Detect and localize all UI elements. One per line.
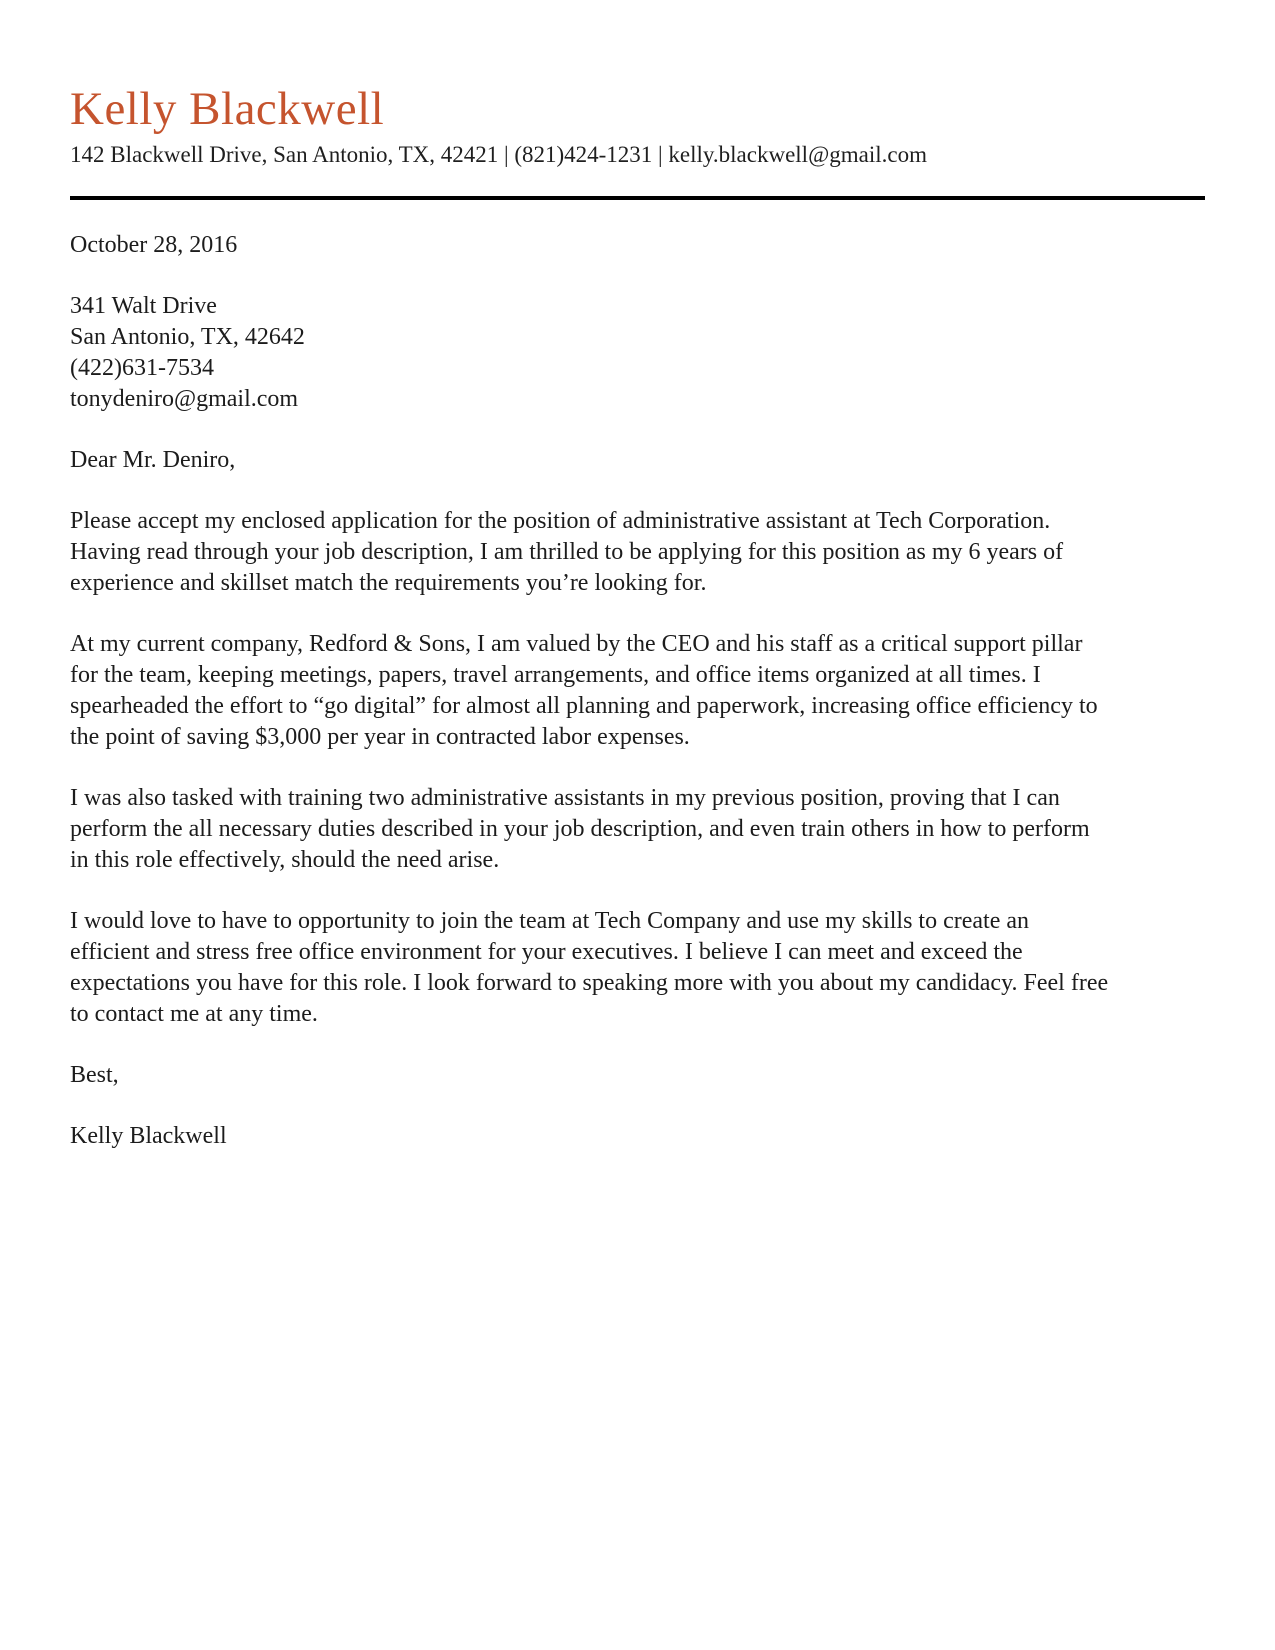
letter-date: October 28, 2016 (70, 231, 238, 258)
salutation: Dear Mr. Deniro, (70, 446, 236, 473)
sender-name: Kelly Blackwell (70, 83, 385, 135)
signature-name: Kelly Blackwell (70, 1122, 227, 1149)
letterhead (70, 84, 1205, 200)
body-paragraph-4: I would love to have to opportunity to join the team at Tech Company and use my skills to create an efficient and stress free office environment for your executives. I believe I can meet and exceed the expectations you have for this role. I look forward to speaking more with you about my candidacy. Feel free to contact me at any time. (70, 907, 1109, 1027)
body-paragraph-1: Please accept my enclosed application for the position of administrative assistant at Tech Corporation. Having read through your job description, I am thrilled to be applying for this position as my 6 years of experience and skillset match the requirements you’re looking for. (70, 507, 1064, 596)
recipient-address-line-2: San Antonio, TX, 42642 (70, 323, 305, 350)
body-paragraph-3: I was also tasked with training two administrative assistants in my previous position, proving that I can perform the all necessary duties described in your job description, and even train others in how to perform in this role effectively, should the need arise. (70, 784, 1090, 873)
letter-body (70, 230, 1110, 1152)
recipient-email: tonydeniro@gmail.com (70, 385, 299, 412)
recipient-address-line-1: 341 Walt Drive (70, 292, 217, 319)
closing: Best, (70, 1061, 119, 1088)
body-paragraph-2: At my current company, Redford & Sons, I am valued by the CEO and his staff as a critical support pillar for the team, keeping meetings, papers, travel arrangements, and office items organized at all times. I spearheaded the effort to “go digital” for almost all planning and paperwork, increasing office efficiency to the point of saving $3,000 per year in contracted labor expenses. (70, 630, 1098, 750)
recipient-block (70, 291, 1110, 415)
recipient-phone: (422)631-7534 (70, 354, 214, 381)
sender-contact-line: 142 Blackwell Drive, San Antonio, TX, 42421 | (821)424-1231 | kelly.blackwell@gmail.com (70, 141, 927, 167)
header-divider (70, 196, 1205, 200)
